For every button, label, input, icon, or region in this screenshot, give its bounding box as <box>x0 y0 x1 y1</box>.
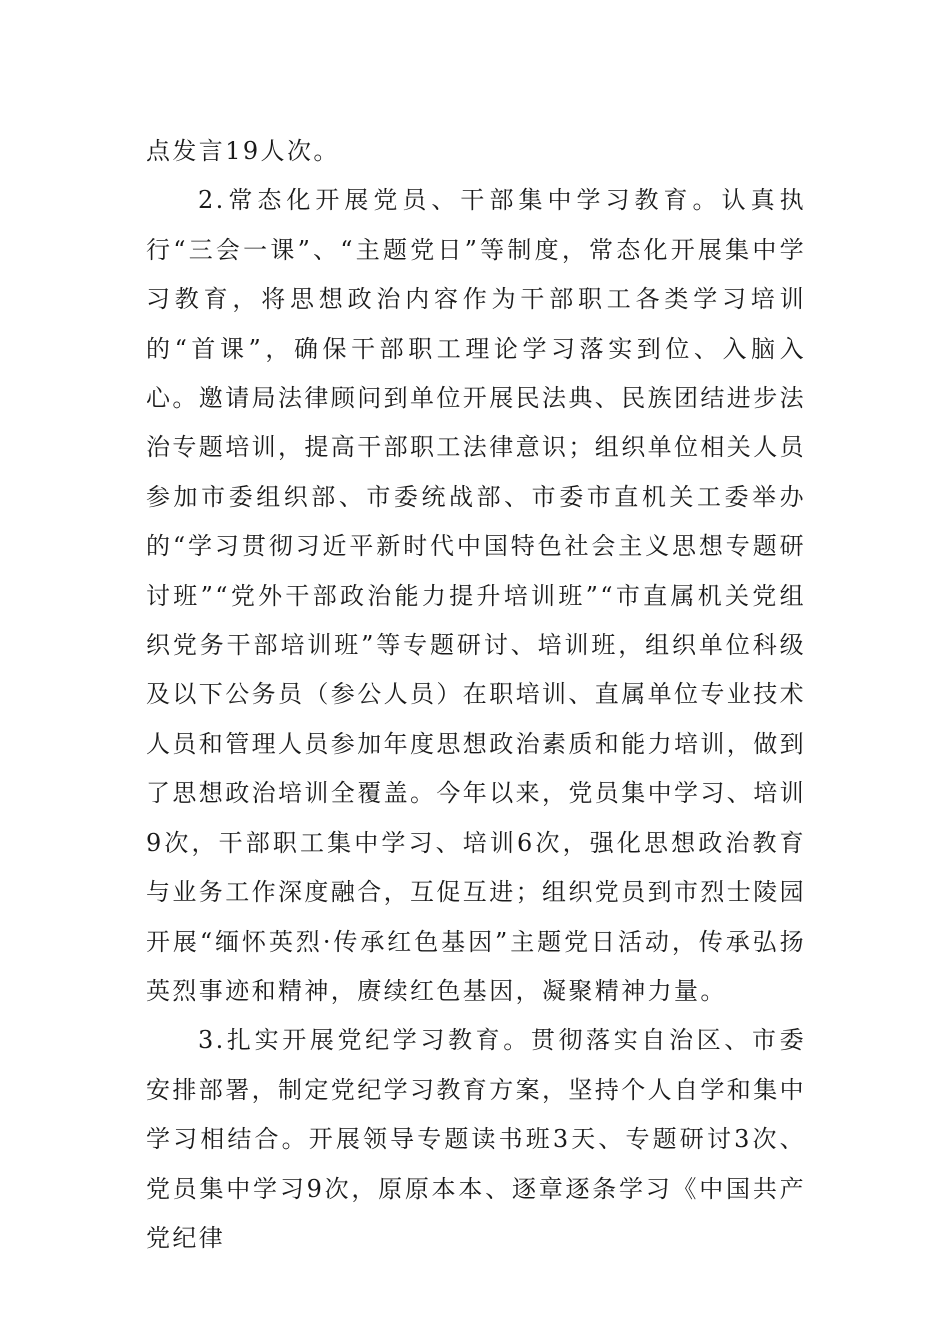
document-body <box>146 127 806 1263</box>
paragraph-item-2: 2.常态化开展党员、干部集中学习教育。认真执行“三会一课”、“主题党日”等制度，常态化开展集中学习教育，将思想政治内容作为干部职工各类学习培训的“首课”，确保干部职工理论学习落实到位、入脑入心。邀请局法律顾问到单位开展民法典、民族团结进步法治专题培训，提高干部职工法律意识；组织单位相关人员参加市委组织部、市委统战部、市委市直机关工委举办的“学习贯彻习近平新时代中国特色社会主义思想专题研讨班”“党外干部政治能力提升培训班”“市直属机关党组织党务干部培训班”等专题研讨、培训班，组织单位科级及以下公务员（参公人员）在职培训、直属单位专业技术人员和管理人员参加年度思想政治素质和能力培训，做到了思想政治培训全覆盖。今年以来，党员集中学习、培训9次，干部职工集中学习、培训6次，强化思想政治教育与业务工作深度融合，互促互进；组织党员到市烈士陵园开展“缅怀英烈·传承红色基因”主题党日活动，传承弘扬英烈事迹和精神，赓续红色基因，凝聚精神力量。 <box>146 186 806 1005</box>
paragraph-continuation: 点发言19人次。 <box>146 137 340 165</box>
paragraph-item-3: 3.扎实开展党纪学习教育。贯彻落实自治区、市委安排部署，制定党纪学习教育方案，坚持个人自学和集中学习相结合。开展领导专题读书班3天、专题研讨3次、党员集中学习9次，原原本本、逐章逐条学习《中国共产党纪律 <box>146 1026 806 1252</box>
